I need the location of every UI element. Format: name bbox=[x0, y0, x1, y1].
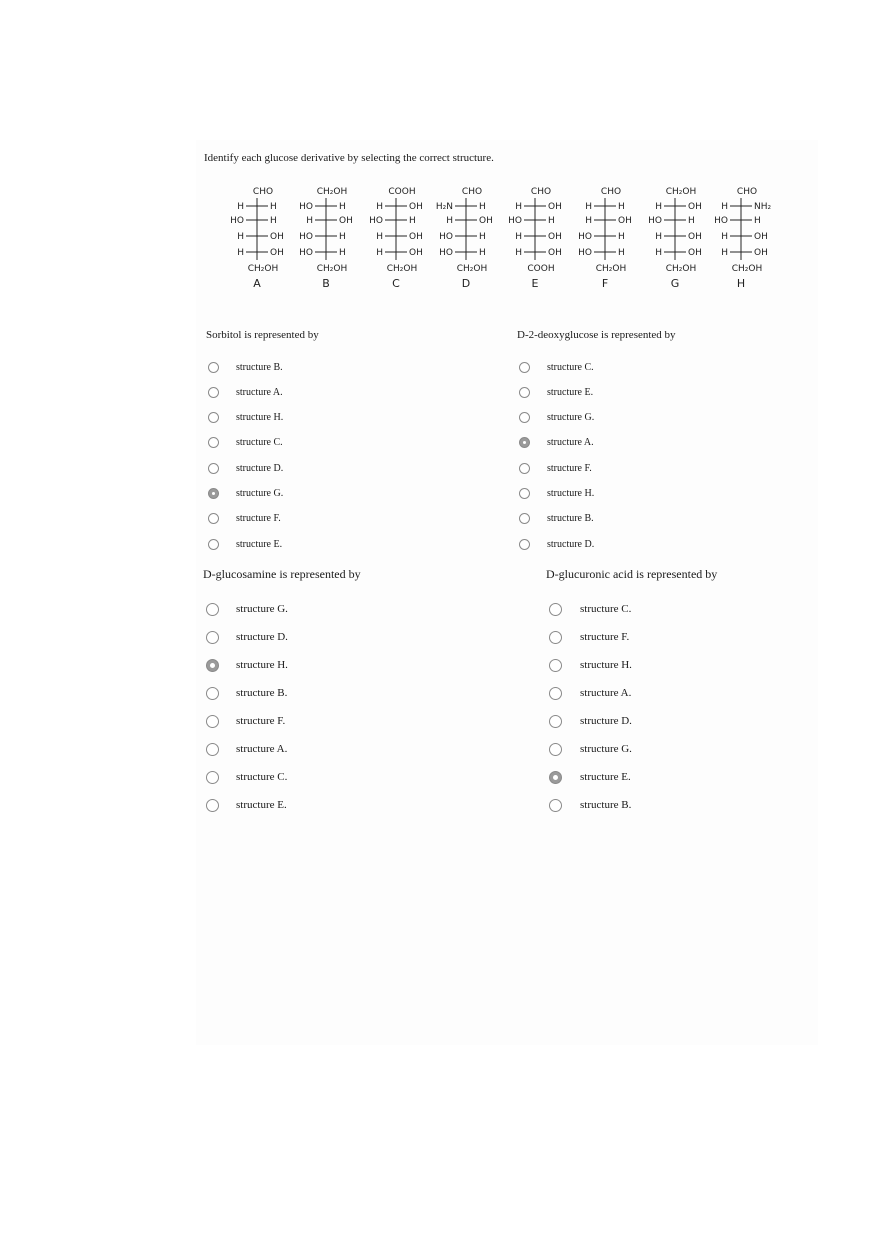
answer-option[interactable] bbox=[208, 435, 283, 451]
answer-option[interactable] bbox=[208, 410, 284, 426]
answer-option-label: structure A. bbox=[580, 687, 632, 699]
answer-option[interactable] bbox=[549, 741, 632, 757]
answer-option-label: structure F. bbox=[580, 631, 630, 643]
radio-button[interactable] bbox=[208, 539, 219, 550]
right-substituent: OH bbox=[618, 216, 632, 226]
answer-option[interactable] bbox=[208, 359, 283, 375]
question-title bbox=[203, 567, 361, 582]
answer-option[interactable] bbox=[519, 384, 594, 400]
structure-label: D bbox=[461, 277, 471, 290]
left-substituent: H bbox=[655, 202, 662, 212]
answer-option[interactable] bbox=[549, 713, 632, 729]
left-substituent: H bbox=[237, 248, 244, 258]
answer-option-label: structure B. bbox=[236, 361, 283, 373]
answer-option[interactable] bbox=[206, 797, 287, 813]
radio-button[interactable] bbox=[519, 463, 530, 474]
left-substituent: H bbox=[515, 232, 522, 242]
structure-top-group: CHO bbox=[600, 187, 622, 197]
radio-button[interactable] bbox=[208, 412, 219, 423]
question-title bbox=[517, 329, 676, 341]
left-substituent: H bbox=[721, 232, 728, 242]
right-substituent: H bbox=[339, 202, 346, 212]
radio-button[interactable] bbox=[549, 687, 562, 700]
right-substituent: H bbox=[270, 202, 277, 212]
left-substituent: H bbox=[376, 248, 383, 258]
radio-button[interactable] bbox=[208, 513, 219, 524]
answer-option-label: structure D. bbox=[236, 631, 288, 643]
radio-button[interactable] bbox=[549, 715, 562, 728]
right-substituent: OH bbox=[688, 232, 702, 242]
right-substituent: H bbox=[339, 232, 346, 242]
answer-option[interactable] bbox=[206, 685, 288, 701]
radio-button[interactable] bbox=[519, 387, 530, 398]
right-substituent: H bbox=[754, 216, 761, 226]
right-substituent: OH bbox=[688, 248, 702, 258]
structure-top-group: CH₂OH bbox=[316, 187, 348, 197]
answer-option[interactable] bbox=[549, 769, 631, 785]
left-substituent: H bbox=[446, 216, 453, 226]
right-substituent: H bbox=[409, 216, 416, 226]
right-substituent: OH bbox=[479, 216, 493, 226]
answer-option-label: structure B. bbox=[547, 513, 594, 525]
structure-label: E bbox=[531, 277, 539, 290]
right-substituent: OH bbox=[409, 232, 423, 242]
left-substituent: H bbox=[721, 248, 728, 258]
radio-button[interactable] bbox=[206, 603, 219, 616]
structure-bottom-group: COOH bbox=[527, 264, 555, 274]
radio-button-selected[interactable] bbox=[549, 771, 562, 784]
answer-option-label: structure H. bbox=[236, 412, 284, 424]
radio-button[interactable] bbox=[519, 539, 530, 550]
left-substituent: HO bbox=[714, 216, 728, 226]
right-substituent: H bbox=[479, 232, 486, 242]
question-title-prefix: D bbox=[517, 329, 525, 341]
right-substituent: H bbox=[339, 248, 346, 258]
radio-button-selected[interactable] bbox=[208, 488, 219, 499]
radio-button[interactable] bbox=[206, 687, 219, 700]
answer-option[interactable] bbox=[208, 384, 283, 400]
left-substituent: H bbox=[376, 232, 383, 242]
left-substituent: H bbox=[237, 202, 244, 212]
answer-option[interactable] bbox=[206, 601, 288, 617]
structure-a bbox=[230, 187, 284, 290]
structure-bottom-group: CH₂OH bbox=[316, 264, 348, 274]
left-substituent: H bbox=[306, 216, 313, 226]
structure-label: B bbox=[322, 277, 330, 290]
question-title-text: -2-deoxyglucose is represented by bbox=[524, 329, 676, 341]
left-substituent: HO bbox=[299, 232, 313, 242]
radio-button[interactable] bbox=[549, 659, 562, 672]
answer-option-label: structure B. bbox=[236, 687, 288, 699]
left-substituent: HO bbox=[230, 216, 244, 226]
right-substituent: OH bbox=[754, 248, 768, 258]
structure-g bbox=[648, 187, 702, 290]
answer-option-label: structure E. bbox=[547, 386, 594, 398]
structure-label: G bbox=[670, 277, 680, 290]
structure-top-group: CH₂OH bbox=[665, 187, 697, 197]
answer-option-label: structure F. bbox=[236, 513, 281, 525]
answer-option[interactable] bbox=[208, 511, 281, 527]
left-substituent: H₂N bbox=[435, 202, 453, 212]
answer-option-label: structure C. bbox=[547, 361, 594, 373]
answer-option-label: structure E. bbox=[236, 538, 283, 550]
radio-button[interactable] bbox=[206, 715, 219, 728]
question-title-text: Sorbitol is represented by bbox=[206, 329, 319, 341]
answer-option-label: structure C. bbox=[236, 437, 283, 449]
answer-option[interactable] bbox=[519, 359, 594, 375]
left-substituent: H bbox=[585, 202, 592, 212]
left-substituent: H bbox=[655, 232, 662, 242]
answer-option-label: structure G. bbox=[547, 412, 595, 424]
radio-button[interactable] bbox=[206, 771, 219, 784]
radio-button[interactable] bbox=[519, 513, 530, 524]
left-substituent: HO bbox=[439, 248, 453, 258]
structure-bottom-group: CH₂OH bbox=[456, 264, 488, 274]
answer-option-label: structure H. bbox=[547, 488, 595, 499]
answer-option[interactable] bbox=[549, 601, 632, 617]
structure-top-group: CHO bbox=[530, 187, 552, 197]
answer-option-label: structure C. bbox=[236, 771, 288, 783]
structure-top-group: CHO bbox=[736, 187, 758, 197]
structure-label: A bbox=[253, 277, 261, 290]
structure-top-group: COOH bbox=[388, 187, 416, 197]
right-substituent: OH bbox=[270, 232, 284, 242]
question-title-text: -glucosamine is represented by bbox=[211, 567, 361, 581]
answer-option-label: structure D. bbox=[236, 462, 284, 474]
left-substituent: HO bbox=[299, 202, 313, 212]
question-title-prefix: D bbox=[546, 567, 555, 581]
answer-option-label: structure A. bbox=[236, 743, 288, 755]
answer-option-label: structure E. bbox=[580, 771, 631, 783]
structure-bottom-group: CH₂OH bbox=[731, 264, 763, 274]
answer-option[interactable] bbox=[549, 629, 630, 645]
left-substituent: HO bbox=[578, 232, 592, 242]
answer-option-label: structure G. bbox=[236, 603, 288, 615]
structure-label: H bbox=[736, 277, 746, 290]
structure-bottom-group: CH₂OH bbox=[386, 264, 418, 274]
left-substituent: HO bbox=[508, 216, 522, 226]
left-substituent: HO bbox=[369, 216, 383, 226]
right-substituent: OH bbox=[548, 232, 562, 242]
answer-option[interactable] bbox=[206, 629, 288, 645]
answer-option-label: structure H. bbox=[236, 659, 288, 671]
left-substituent: HO bbox=[578, 248, 592, 258]
right-substituent: H bbox=[688, 216, 695, 226]
answer-option[interactable] bbox=[208, 486, 284, 502]
radio-button[interactable] bbox=[206, 631, 219, 644]
radio-button[interactable] bbox=[519, 412, 530, 423]
radio-button[interactable] bbox=[549, 799, 562, 812]
structure-top-group: CHO bbox=[461, 187, 483, 197]
right-substituent: H bbox=[618, 232, 625, 242]
left-substituent: HO bbox=[439, 232, 453, 242]
structure-d bbox=[436, 187, 493, 290]
radio-button[interactable] bbox=[549, 743, 562, 756]
radio-button[interactable] bbox=[208, 362, 219, 373]
radio-button[interactable] bbox=[208, 437, 219, 448]
answer-option[interactable] bbox=[206, 657, 288, 673]
right-substituent: OH bbox=[409, 202, 423, 212]
structure-bottom-group: CH₂OH bbox=[247, 264, 279, 274]
answer-option-label: structure A. bbox=[236, 386, 283, 398]
answer-option[interactable] bbox=[519, 511, 594, 527]
right-substituent: OH bbox=[688, 202, 702, 212]
right-substituent: H bbox=[548, 216, 555, 226]
structure-b bbox=[299, 187, 353, 290]
answer-option-label: structure F. bbox=[547, 462, 592, 474]
right-substituent: H bbox=[618, 202, 625, 212]
structure-h bbox=[714, 187, 771, 290]
right-substituent: H bbox=[618, 248, 625, 258]
structure-e bbox=[508, 187, 562, 290]
answer-option-label: structure A. bbox=[547, 437, 594, 449]
answer-option-label: structure D. bbox=[547, 538, 595, 550]
radio-button[interactable] bbox=[549, 631, 562, 644]
radio-button[interactable] bbox=[208, 387, 219, 398]
answer-option-label: structure H. bbox=[580, 659, 632, 671]
right-substituent: OH bbox=[548, 248, 562, 258]
answer-option[interactable] bbox=[208, 460, 284, 476]
left-substituent: HO bbox=[299, 248, 313, 258]
answer-option-label: structure F. bbox=[236, 715, 286, 727]
answer-option-label: structure G. bbox=[236, 488, 284, 499]
answer-option[interactable] bbox=[206, 741, 288, 757]
right-substituent: H bbox=[479, 202, 486, 212]
answer-option[interactable] bbox=[206, 769, 288, 785]
radio-button[interactable] bbox=[519, 488, 530, 499]
radio-button[interactable] bbox=[519, 362, 530, 373]
left-substituent: HO bbox=[648, 216, 662, 226]
fischer-projections bbox=[0, 0, 880, 300]
answer-option[interactable] bbox=[549, 657, 632, 673]
answer-option[interactable] bbox=[519, 435, 594, 451]
left-substituent: H bbox=[721, 202, 728, 212]
left-substituent: H bbox=[515, 202, 522, 212]
right-substituent: OH bbox=[339, 216, 353, 226]
structure-label: C bbox=[392, 277, 400, 290]
answer-option[interactable] bbox=[519, 410, 595, 426]
structure-label: F bbox=[601, 277, 609, 290]
question-title bbox=[206, 329, 319, 341]
structure-f bbox=[578, 187, 632, 290]
answer-option-label: structure E. bbox=[236, 799, 287, 811]
answer-option[interactable] bbox=[549, 797, 632, 813]
right-substituent: NH₂ bbox=[754, 202, 772, 212]
structure-bottom-group: CH₂OH bbox=[665, 264, 697, 274]
answer-option[interactable] bbox=[519, 486, 595, 502]
question-title-prefix: D bbox=[203, 567, 212, 581]
answer-option[interactable] bbox=[519, 536, 595, 552]
answer-option-label: structure D. bbox=[580, 715, 632, 727]
left-substituent: H bbox=[515, 248, 522, 258]
right-substituent: H bbox=[270, 216, 277, 226]
structure-c bbox=[369, 187, 423, 290]
right-substituent: OH bbox=[754, 232, 768, 242]
radio-button-selected[interactable] bbox=[519, 437, 530, 448]
answer-option[interactable] bbox=[206, 713, 286, 729]
structure-bottom-group: CH₂OH bbox=[595, 264, 627, 274]
answer-option[interactable] bbox=[549, 685, 632, 701]
radio-button[interactable] bbox=[208, 463, 219, 474]
right-substituent: OH bbox=[270, 248, 284, 258]
instruction-text: Identify each glucose derivative by selecting the correct structure. bbox=[204, 152, 494, 164]
answer-option[interactable] bbox=[519, 460, 592, 476]
right-substituent: OH bbox=[548, 202, 562, 212]
answer-option[interactable] bbox=[208, 536, 283, 552]
right-substituent: OH bbox=[409, 248, 423, 258]
radio-button[interactable] bbox=[206, 743, 219, 756]
left-substituent: H bbox=[655, 248, 662, 258]
left-substituent: H bbox=[237, 232, 244, 242]
left-substituent: H bbox=[376, 202, 383, 212]
question-title-text: -glucuronic acid is represented by bbox=[554, 567, 718, 581]
question-title bbox=[546, 567, 717, 582]
answer-option-label: structure C. bbox=[580, 603, 632, 615]
structure-top-group: CHO bbox=[252, 187, 274, 197]
answer-option-label: structure B. bbox=[580, 799, 632, 811]
left-substituent: H bbox=[585, 216, 592, 226]
answer-option-label: structure G. bbox=[580, 743, 632, 755]
radio-button[interactable] bbox=[549, 603, 562, 616]
radio-button[interactable] bbox=[206, 799, 219, 812]
right-substituent: H bbox=[479, 248, 486, 258]
radio-button-selected[interactable] bbox=[206, 659, 219, 672]
